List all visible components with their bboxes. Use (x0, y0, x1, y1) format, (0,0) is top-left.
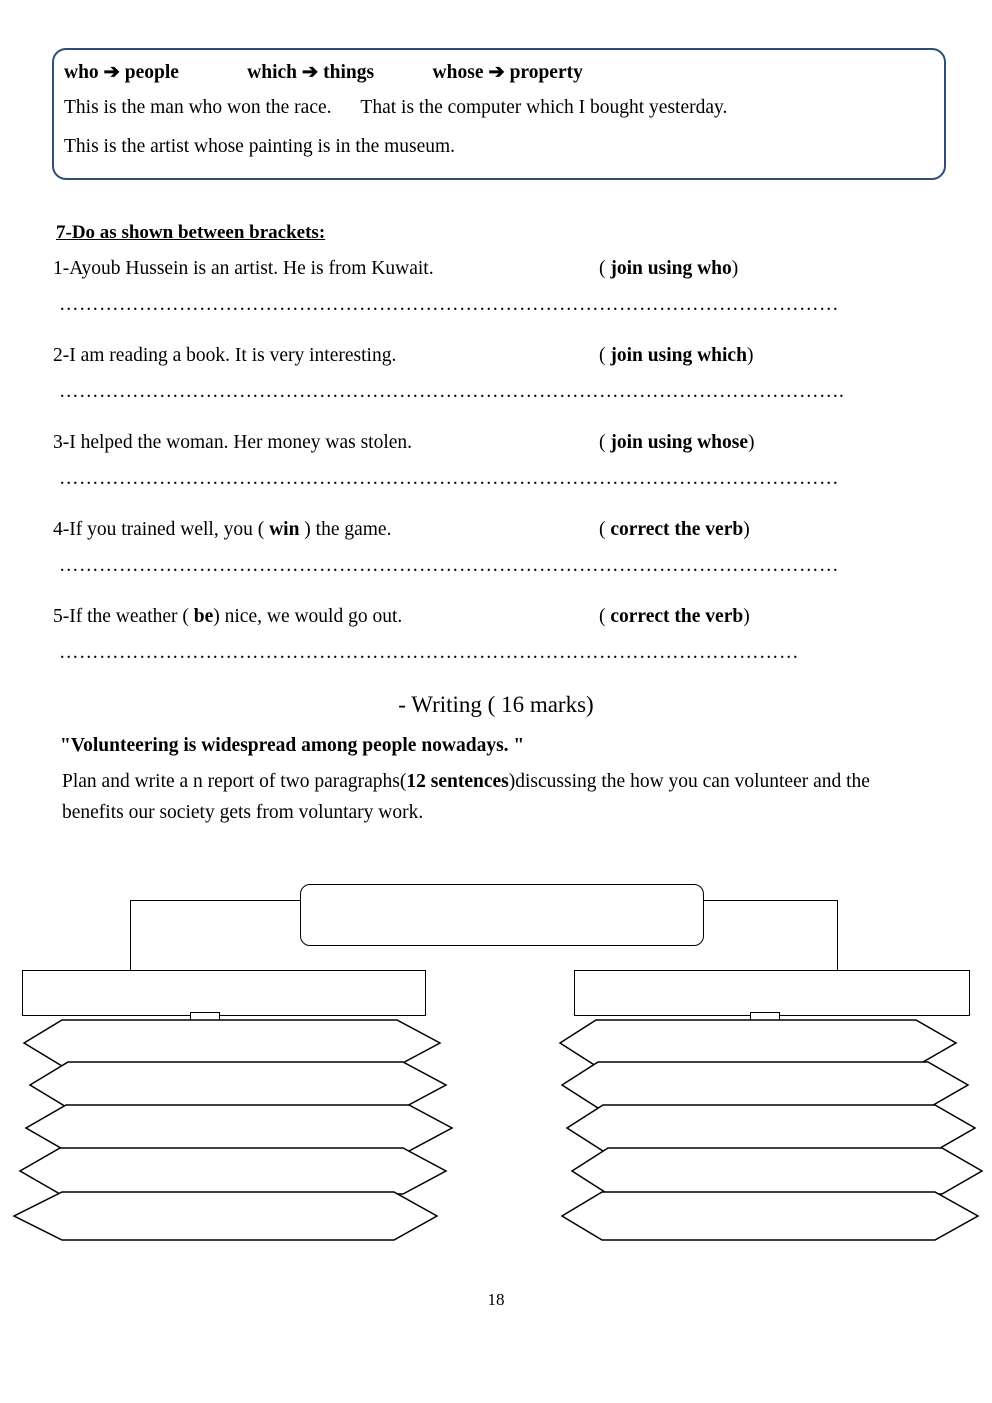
exercise-list (53, 258, 943, 693)
exercise-instruction: ( join using which) (599, 345, 754, 366)
writing-topic: "Volunteering is widespread among people nowadays. " (60, 735, 525, 756)
organizer-left-box[interactable] (22, 970, 426, 1016)
organizer-left-hex-5[interactable] (12, 1190, 442, 1242)
answer-line[interactable]: ………………………………………………………………………………………………… (59, 642, 799, 663)
organizer-right-hex-5[interactable] (560, 1190, 980, 1242)
relative-pronouns-header: who ➔ people which ➔ things whose ➔ property (64, 62, 583, 83)
page-number: 18 (487, 1290, 505, 1309)
exercise-question: 2-I am reading a book. It is very interesting. (53, 345, 397, 366)
answer-line[interactable]: ……………………………………………………………………………………………………… (59, 555, 839, 576)
exercise-item (53, 432, 943, 519)
connector-left (130, 900, 302, 978)
exercise-item (53, 345, 943, 432)
writing-section-heading: - Writing ( 16 marks) (398, 692, 594, 717)
exercise-instruction: ( correct the verb) (599, 606, 750, 627)
connector-right (702, 900, 838, 978)
exercise-item (53, 258, 943, 345)
organizer-topic-box[interactable] (300, 884, 704, 946)
exercise-question: 3-I helped the woman. Her money was stolen. (53, 432, 413, 453)
exercise-question: 1-Ayoub Hussein is an artist. He is from Kuwait. (53, 258, 434, 279)
exercise-item (53, 606, 943, 693)
organizer-right-hex-4[interactable] (570, 1146, 984, 1196)
exercise-instruction: ( join using who) (599, 258, 739, 279)
exercise-section-title: 7-Do as shown between brackets: (56, 222, 326, 243)
exercise-instruction: ( correct the verb) (599, 519, 750, 540)
answer-line[interactable]: ……………………………………………………………………………………………………… (59, 468, 839, 489)
exercise-item (53, 519, 943, 606)
example-sentence-2: This is the artist whose painting is in the museum. (64, 136, 456, 157)
organizer-right-box[interactable] (574, 970, 970, 1016)
writing-graphic-organizer (0, 860, 992, 1280)
exercise-instruction: ( join using whose) (599, 432, 755, 453)
exercise-question: 5-If the weather ( be) nice, we would go out. (53, 606, 403, 627)
exercise-question: 4-If you trained well, you ( win ) the game. (53, 519, 392, 540)
answer-line[interactable]: ……………………………………………………………………………………………………… (59, 294, 839, 315)
grammar-info-box (52, 48, 946, 180)
example-sentence-1: This is the man who won the race. That is the computer which I bought yesterday. (64, 97, 728, 118)
organizer-left-hex-4[interactable] (18, 1146, 448, 1196)
writing-instruction: Plan and write a n report of two paragraphs(12 sentences)discussing the how you can volunteer and the benefits our society gets from voluntary work. (62, 771, 870, 823)
answer-line[interactable]: ………………………………………………………………………………………………………. (59, 381, 845, 402)
